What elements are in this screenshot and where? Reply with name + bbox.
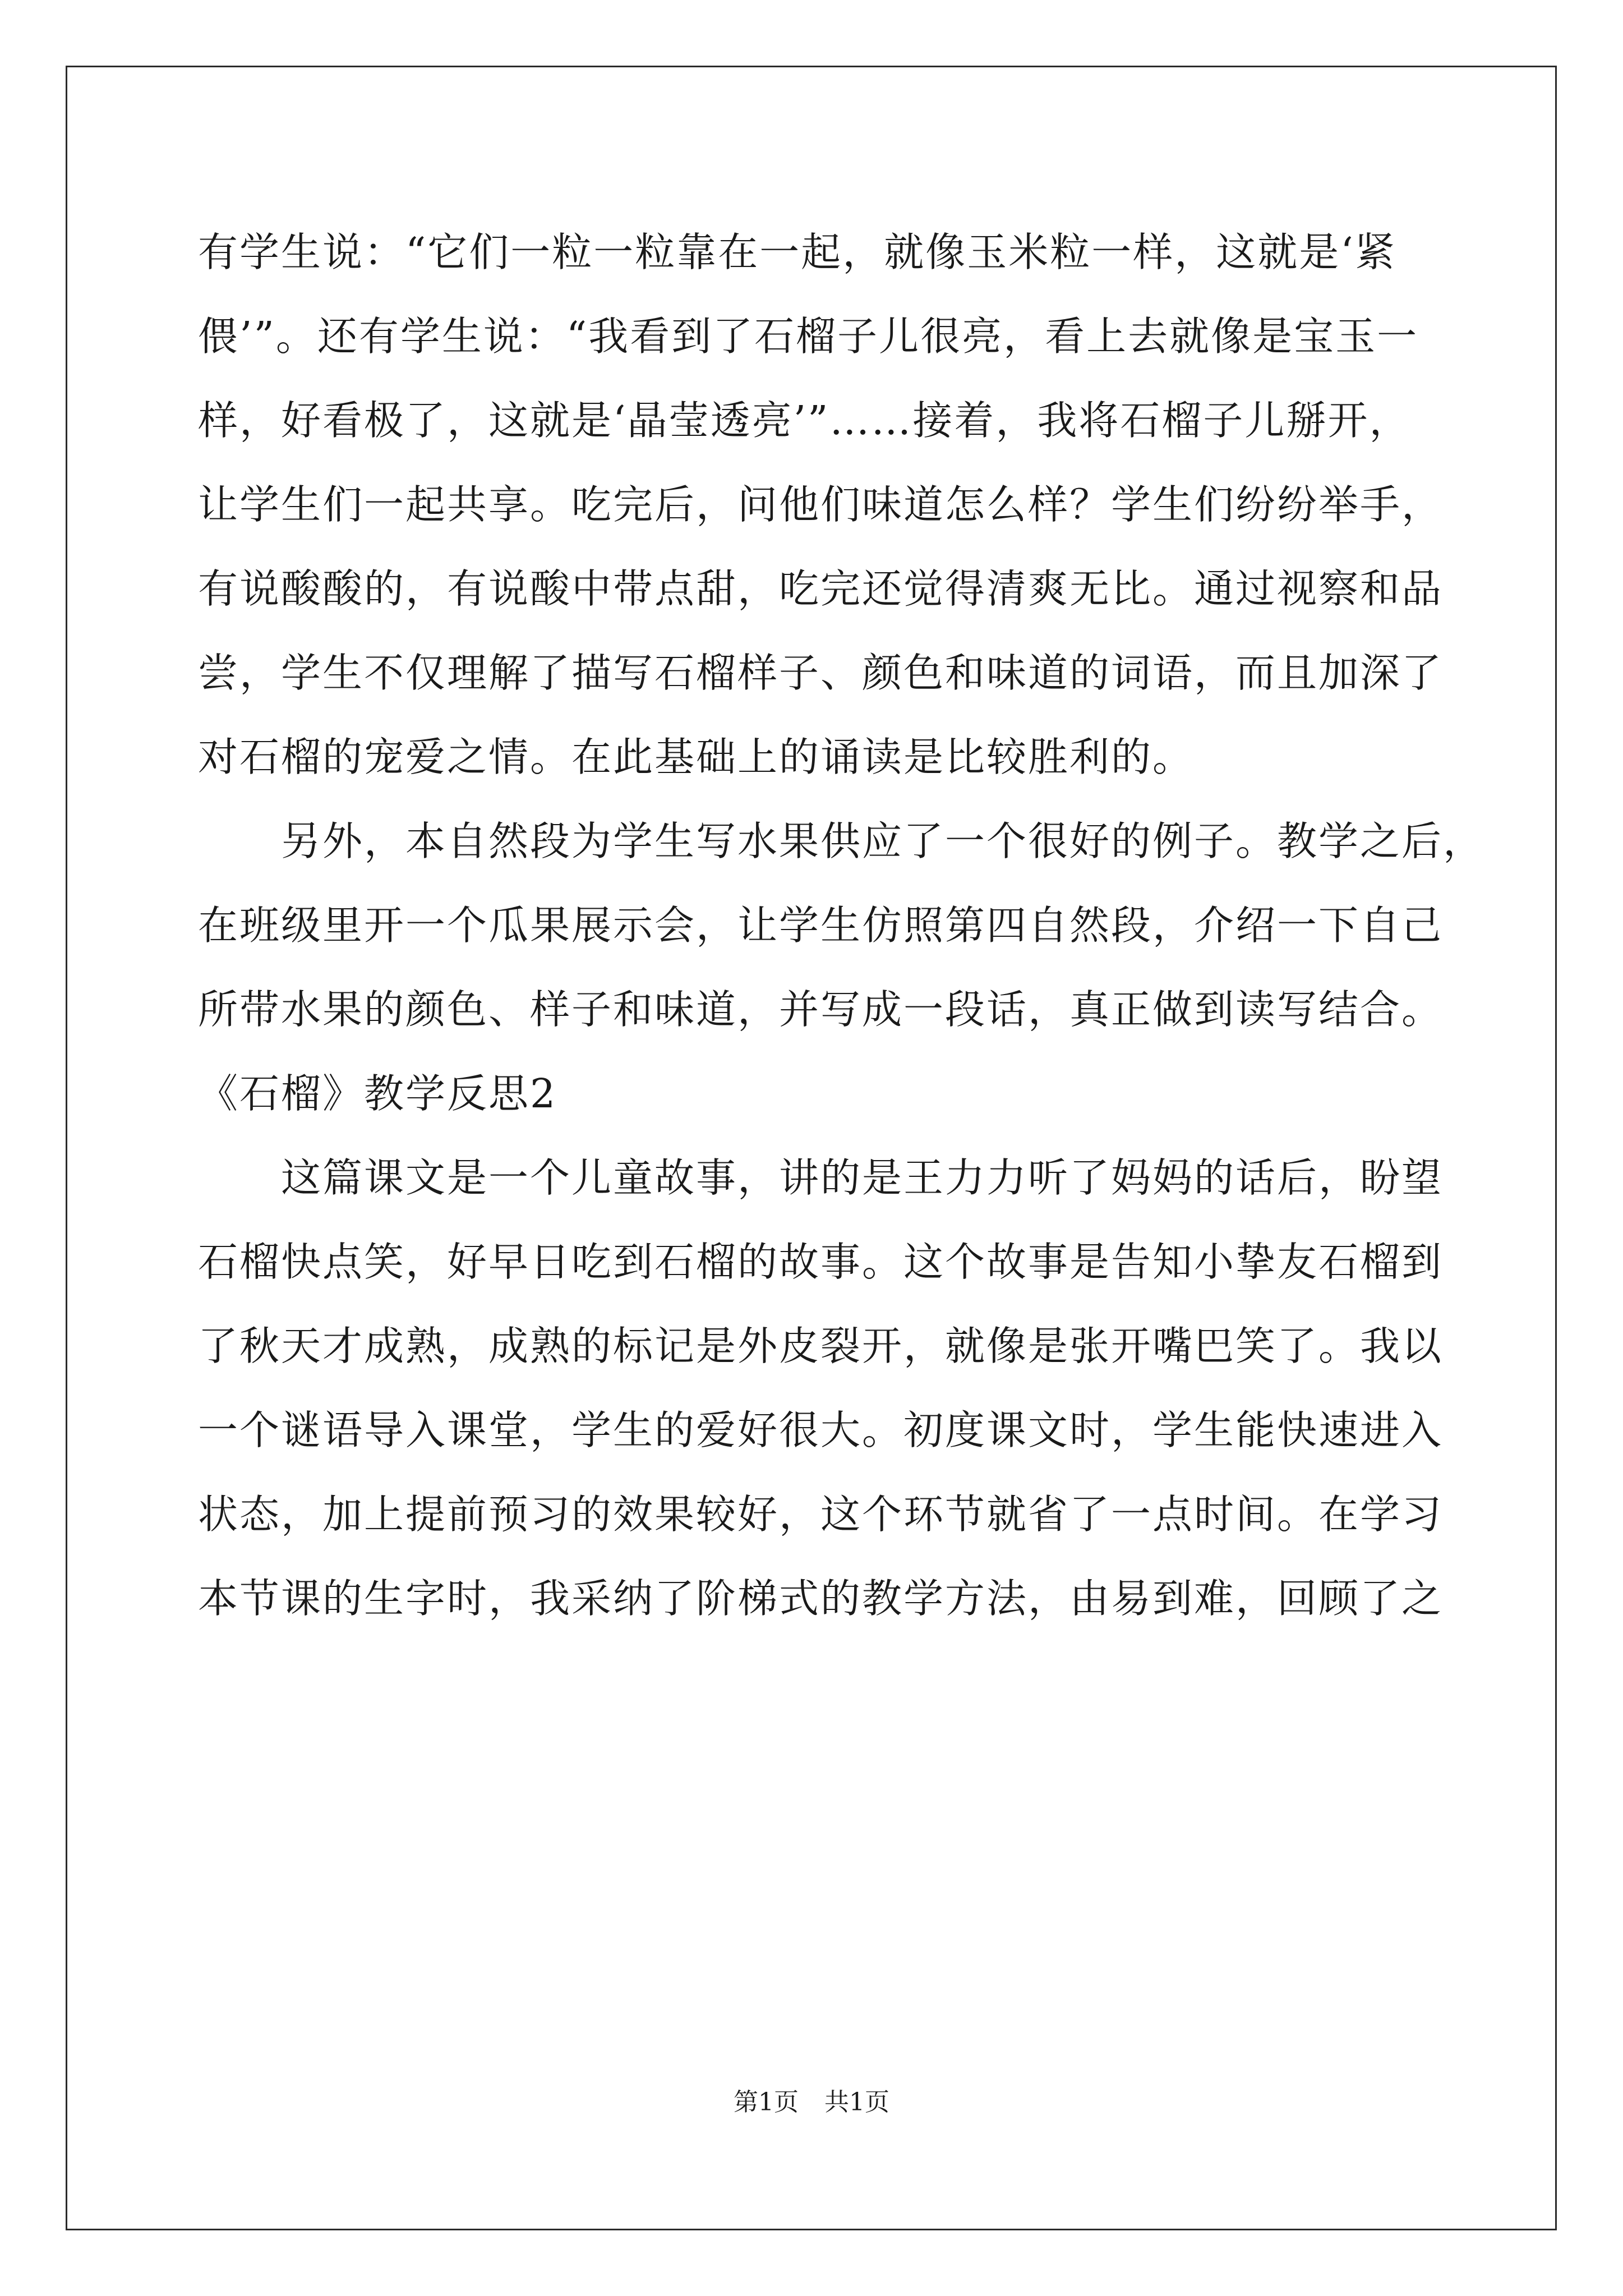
text-line: 石榴快点笑，好早日吃到石榴的故事。这个故事是告知小挚友石榴到 (198, 1239, 1444, 1285)
text-line: 本节课的生字时，我采纳了阶梯式的教学方法，由易到难，回顾了之 (198, 1575, 1444, 1622)
text-line: 这篇课文是一个儿童故事，讲的是王力力听了妈妈的话后，盼望 (281, 1154, 1444, 1201)
section-heading: 《石榴》教学反思2 (198, 1070, 557, 1117)
text-line: 状态，加上提前预习的效果较好，这个环节就省了一点时间。在学习 (198, 1491, 1444, 1538)
text-line: 在班级里开一个瓜果展示会，让学生仿照第四自然段，介绍一下自己 (198, 902, 1444, 949)
text-line: 有学生说：“它们一粒一粒靠在一起，就像玉米粒一样，这就是‘紧 (198, 229, 1396, 275)
text-line: 偎’”。还有学生说：“我看到了石榴子儿很亮，看上去就像是宝玉一 (198, 313, 1419, 360)
text-line: 一个谜语导入课堂，学生的爱好很大。初度课文时，学生能快速进入 (198, 1407, 1444, 1453)
page-number-current: 第1页 (734, 2088, 799, 2116)
document-body (198, 210, 1485, 1641)
text-line: 尝，学生不仅理解了描写石榴样子、颜色和味道的词语，而且加深了 (198, 650, 1444, 696)
text-line: 所带水果的颜色、样子和味道，并写成一段话，真正做到读写结合。 (198, 986, 1444, 1033)
text-line: 了秋天才成熟，成熟的标记是外皮裂开，就像是张开嘴巴笑了。我以 (198, 1323, 1444, 1369)
text-line: 样，好看极了，这就是‘晶莹透亮’”……接着，我将石榴子儿掰开， (198, 397, 1411, 444)
text-line: 有说酸酸的，有说酸中带点甜，吃完还觉得清爽无比。通过视察和品 (198, 565, 1444, 612)
text-line: 对石榴的宠爱之情。在此基础上的诵读是比较胜利的。 (198, 734, 1195, 780)
text-line: 让学生们一起共享。吃完后，问他们味道怎么样？学生们纷纷举手， (198, 481, 1444, 528)
page-number-total: 共1页 (824, 2088, 889, 2116)
page-footer (0, 2086, 1623, 2119)
text-line: 另外，本自然段为学生写水果供应了一个很好的例子。教学之后， (281, 818, 1485, 864)
